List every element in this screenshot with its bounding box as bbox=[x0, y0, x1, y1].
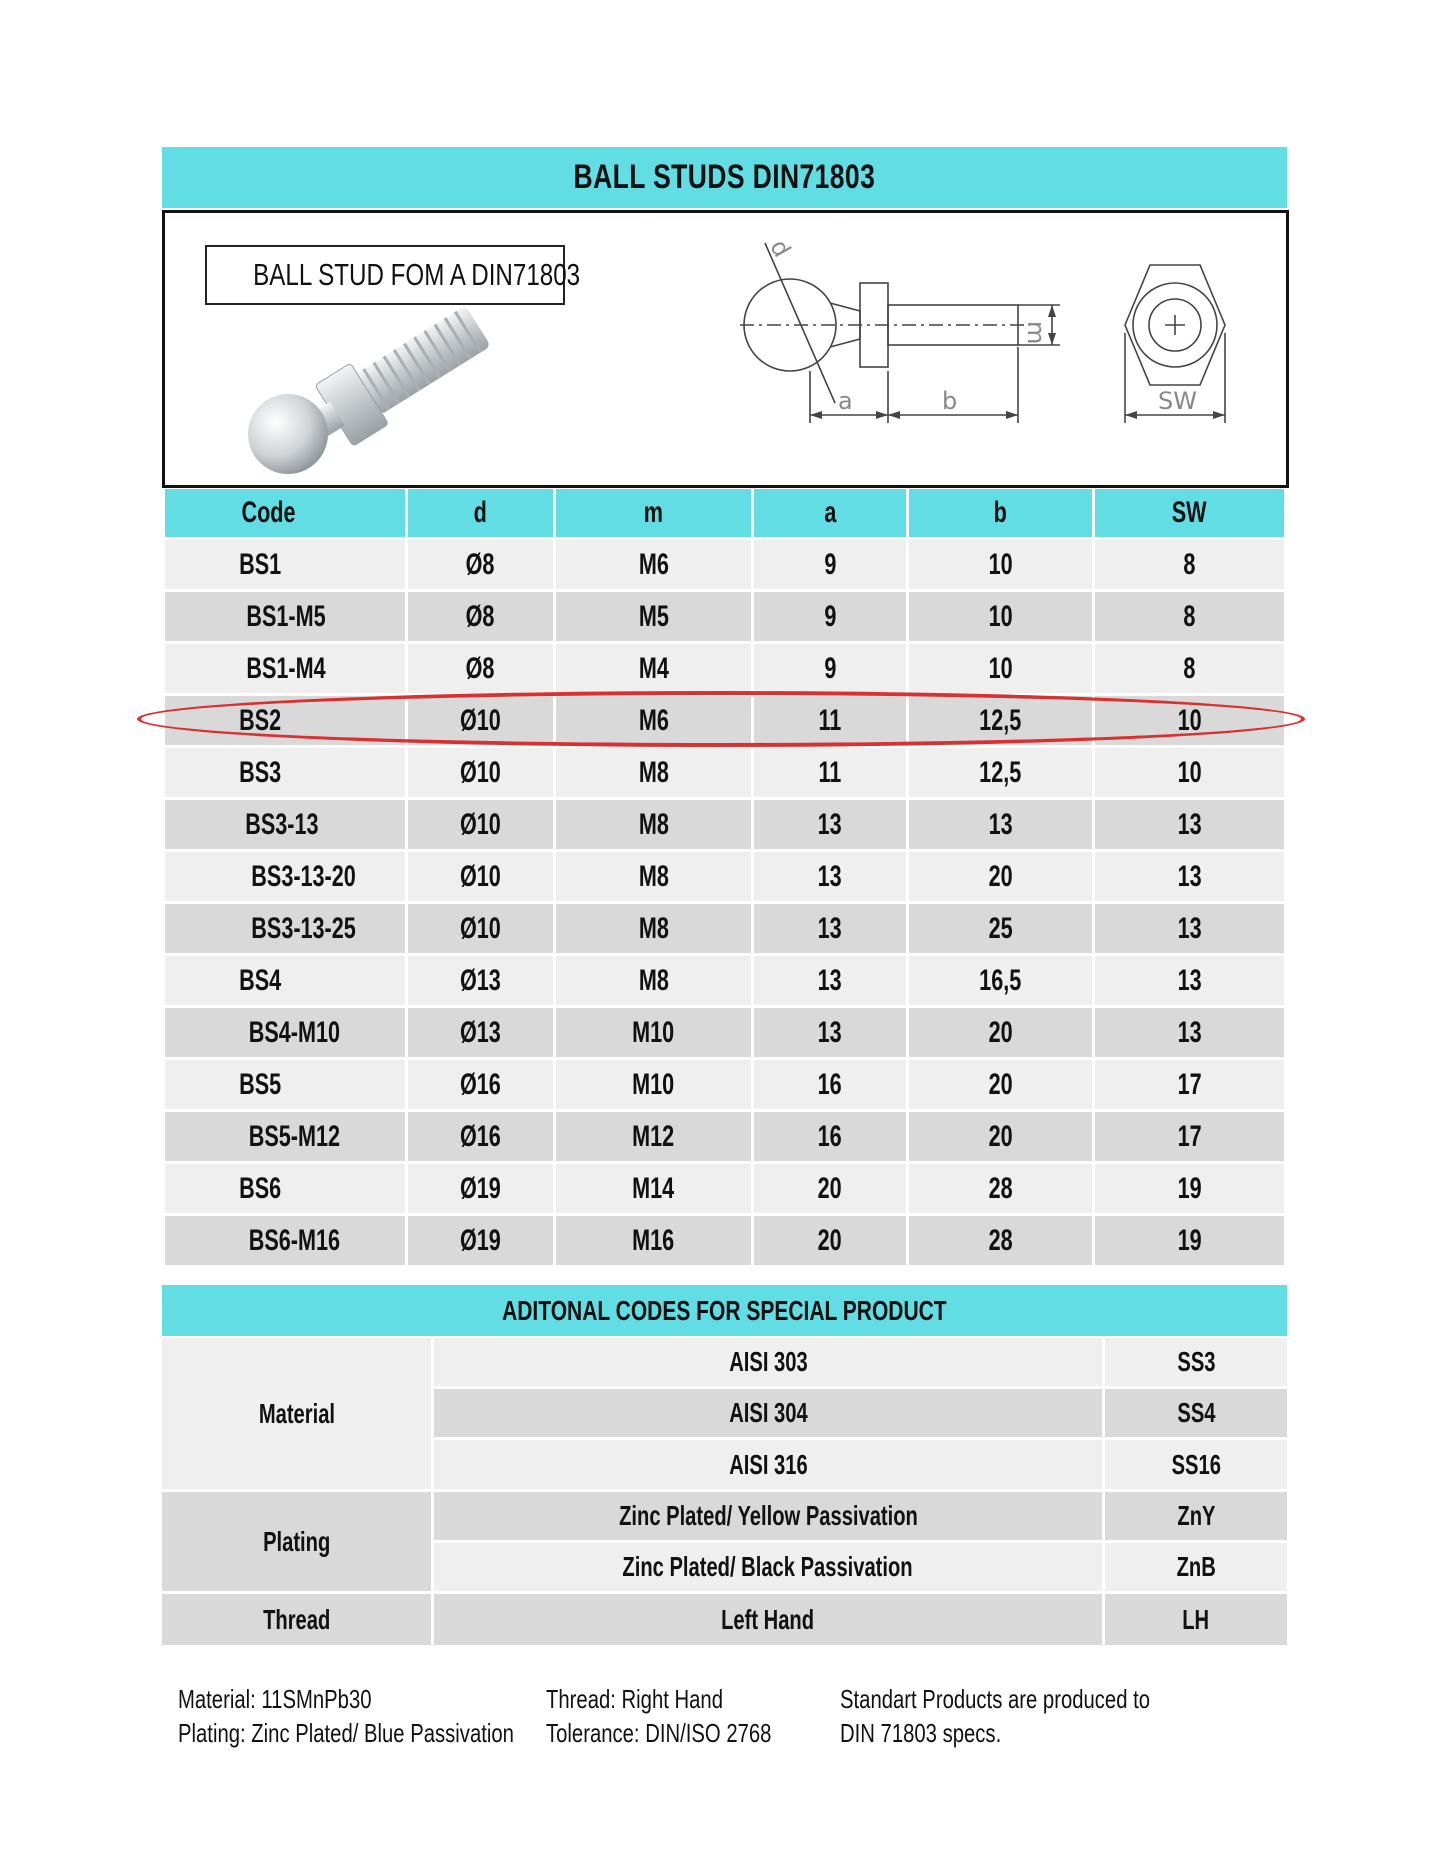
option-name: Left Hand bbox=[434, 1594, 1102, 1645]
cell-d: Ø16 bbox=[408, 1112, 553, 1161]
cell-m: M5 bbox=[556, 592, 751, 641]
cell-a: 9 bbox=[754, 644, 906, 693]
cell-b: 10 bbox=[909, 592, 1092, 641]
cell-sw: 10 bbox=[1095, 696, 1284, 745]
cell-sw: 17 bbox=[1095, 1060, 1284, 1109]
cell-d: Ø10 bbox=[408, 696, 553, 745]
notes-thread-tolerance bbox=[546, 1682, 835, 1750]
cell-code: BS5-M12 bbox=[165, 1112, 405, 1161]
column-header-d: d bbox=[408, 489, 553, 537]
cell-b: 10 bbox=[909, 540, 1092, 589]
note-line: DIN 71803 specs. bbox=[840, 1718, 1002, 1748]
option-name: AISI 304 bbox=[434, 1389, 1102, 1437]
cell-m: M10 bbox=[556, 1008, 751, 1057]
table-row bbox=[165, 1112, 1284, 1161]
cell-b: 16,5 bbox=[909, 956, 1092, 1005]
cell-d: Ø13 bbox=[408, 1008, 553, 1057]
table-row bbox=[165, 1060, 1284, 1109]
cell-a: 9 bbox=[754, 540, 906, 589]
cell-code: BS3-13-25 bbox=[165, 904, 405, 953]
cell-m: M8 bbox=[556, 852, 751, 901]
cell-a: 20 bbox=[754, 1216, 906, 1265]
cell-code: BS5 bbox=[165, 1060, 405, 1109]
cell-b: 10 bbox=[909, 644, 1092, 693]
cell-d: Ø10 bbox=[408, 748, 553, 797]
cell-code: BS3-13-20 bbox=[165, 852, 405, 901]
cell-code: BS6 bbox=[165, 1164, 405, 1213]
group-label-material: Material bbox=[162, 1338, 431, 1489]
cell-sw: 19 bbox=[1095, 1216, 1284, 1265]
option-code: SS16 bbox=[1105, 1440, 1287, 1489]
cell-d: Ø8 bbox=[408, 592, 553, 641]
cell-a: 13 bbox=[754, 852, 906, 901]
cell-m: M8 bbox=[556, 904, 751, 953]
cell-code: BS1 bbox=[165, 540, 405, 589]
cell-m: M14 bbox=[556, 1164, 751, 1213]
cell-b: 20 bbox=[909, 1008, 1092, 1057]
note-line: Plating: Zinc Plated/ Blue Passivation bbox=[178, 1718, 514, 1748]
dim-label-b: b bbox=[942, 387, 958, 415]
cell-code: BS1-M5 bbox=[165, 592, 405, 641]
cell-b: 28 bbox=[909, 1216, 1092, 1265]
option-name: AISI 303 bbox=[434, 1338, 1102, 1386]
option-code: LH bbox=[1105, 1594, 1287, 1645]
cell-sw: 13 bbox=[1095, 904, 1284, 953]
table-row bbox=[165, 592, 1284, 641]
cell-b: 13 bbox=[909, 800, 1092, 849]
notes-standard bbox=[840, 1682, 1237, 1750]
cell-code: BS1-M4 bbox=[165, 644, 405, 693]
column-header-b: b bbox=[909, 489, 1092, 537]
table-row bbox=[165, 1164, 1284, 1213]
cell-d: Ø19 bbox=[408, 1164, 553, 1213]
note-line: Standart Products are produced to bbox=[840, 1684, 1151, 1714]
cell-sw: 8 bbox=[1095, 644, 1284, 693]
cell-a: 16 bbox=[754, 1060, 906, 1109]
cell-b: 25 bbox=[909, 904, 1092, 953]
table-row bbox=[165, 852, 1284, 901]
page-title: BALL STUDS DIN71803 bbox=[162, 147, 1287, 208]
cell-d: Ø16 bbox=[408, 1060, 553, 1109]
table-row bbox=[165, 748, 1284, 797]
option-name: AISI 316 bbox=[434, 1440, 1102, 1489]
cell-m: M8 bbox=[556, 956, 751, 1005]
option-code: SS3 bbox=[1105, 1338, 1287, 1386]
cell-m: M8 bbox=[556, 800, 751, 849]
cell-sw: 13 bbox=[1095, 852, 1284, 901]
cell-m: M12 bbox=[556, 1112, 751, 1161]
cell-sw: 17 bbox=[1095, 1112, 1284, 1161]
cell-a: 13 bbox=[754, 904, 906, 953]
cell-a: 13 bbox=[754, 956, 906, 1005]
cell-sw: 13 bbox=[1095, 800, 1284, 849]
cell-d: Ø19 bbox=[408, 1216, 553, 1265]
ball-stud-photo bbox=[220, 308, 520, 483]
cell-a: 11 bbox=[754, 748, 906, 797]
cell-a: 20 bbox=[754, 1164, 906, 1213]
cell-a: 9 bbox=[754, 592, 906, 641]
cell-d: Ø8 bbox=[408, 644, 553, 693]
ball-stud-spec-table bbox=[162, 486, 1287, 1268]
table-row bbox=[165, 644, 1284, 693]
cell-sw: 10 bbox=[1095, 748, 1284, 797]
column-header-code: Code bbox=[165, 489, 405, 537]
cell-d: Ø13 bbox=[408, 956, 553, 1005]
note-line: Material: 11SMnPb30 bbox=[178, 1684, 372, 1714]
drawing-caption: BALL STUD FOM A DIN71803 bbox=[205, 245, 565, 305]
cell-m: M4 bbox=[556, 644, 751, 693]
table-row bbox=[165, 1008, 1284, 1057]
cell-m: M16 bbox=[556, 1216, 751, 1265]
cell-d: Ø10 bbox=[408, 852, 553, 901]
option-name: Zinc Plated/ Black Passivation bbox=[434, 1543, 1102, 1591]
cell-code: BS2 bbox=[165, 696, 405, 745]
table-row bbox=[165, 956, 1284, 1005]
cell-a: 16 bbox=[754, 1112, 906, 1161]
table-row bbox=[165, 540, 1284, 589]
group-label-plating: Plating bbox=[162, 1492, 431, 1591]
cell-a: 11 bbox=[754, 696, 906, 745]
column-header-sw: SW bbox=[1095, 489, 1284, 537]
cell-sw: 19 bbox=[1095, 1164, 1284, 1213]
product-drawing-panel bbox=[162, 210, 1289, 488]
cell-m: M10 bbox=[556, 1060, 751, 1109]
cell-code: BS3 bbox=[165, 748, 405, 797]
table-row bbox=[165, 1216, 1284, 1265]
cell-b: 20 bbox=[909, 852, 1092, 901]
cell-m: M6 bbox=[556, 696, 751, 745]
note-line: Tolerance: DIN/ISO 2768 bbox=[546, 1718, 772, 1748]
option-code: SS4 bbox=[1105, 1389, 1287, 1437]
cell-code: BS4-M10 bbox=[165, 1008, 405, 1057]
cell-m: M6 bbox=[556, 540, 751, 589]
option-code: ZnY bbox=[1105, 1492, 1287, 1540]
cell-b: 12,5 bbox=[909, 748, 1092, 797]
cell-sw: 8 bbox=[1095, 592, 1284, 641]
dim-label-d: d bbox=[764, 234, 797, 262]
cell-m: M8 bbox=[556, 748, 751, 797]
cell-b: 20 bbox=[909, 1060, 1092, 1109]
cell-a: 13 bbox=[754, 800, 906, 849]
cell-d: Ø8 bbox=[408, 540, 553, 589]
notes-material-plating bbox=[178, 1682, 609, 1750]
table-row bbox=[165, 800, 1284, 849]
group-label-thread: Thread bbox=[162, 1594, 431, 1645]
technical-drawing bbox=[710, 223, 1280, 478]
table-row-highlighted bbox=[165, 696, 1284, 745]
cell-b: 28 bbox=[909, 1164, 1092, 1213]
cell-d: Ø10 bbox=[408, 904, 553, 953]
dim-label-m: m bbox=[1022, 321, 1050, 345]
column-header-a: a bbox=[754, 489, 906, 537]
cell-b: 12,5 bbox=[909, 696, 1092, 745]
cell-d: Ø10 bbox=[408, 800, 553, 849]
additional-codes-title: ADITONAL CODES FOR SPECIAL PRODUCT bbox=[162, 1285, 1287, 1336]
cell-code: BS6-M16 bbox=[165, 1216, 405, 1265]
note-line: Thread: Right Hand bbox=[546, 1684, 723, 1714]
cell-sw: 13 bbox=[1095, 1008, 1284, 1057]
cell-sw: 13 bbox=[1095, 956, 1284, 1005]
option-name: Zinc Plated/ Yellow Passivation bbox=[434, 1492, 1102, 1540]
cell-b: 20 bbox=[909, 1112, 1092, 1161]
option-code: ZnB bbox=[1105, 1543, 1287, 1591]
column-header-m: m bbox=[556, 489, 751, 537]
table-row bbox=[165, 904, 1284, 953]
table-header-row bbox=[165, 489, 1284, 537]
cell-code: BS3-13 bbox=[165, 800, 405, 849]
cell-sw: 8 bbox=[1095, 540, 1284, 589]
dim-label-a: a bbox=[838, 387, 853, 415]
cell-a: 13 bbox=[754, 1008, 906, 1057]
dim-label-sw: SW bbox=[1158, 387, 1197, 415]
cell-code: BS4 bbox=[165, 956, 405, 1005]
